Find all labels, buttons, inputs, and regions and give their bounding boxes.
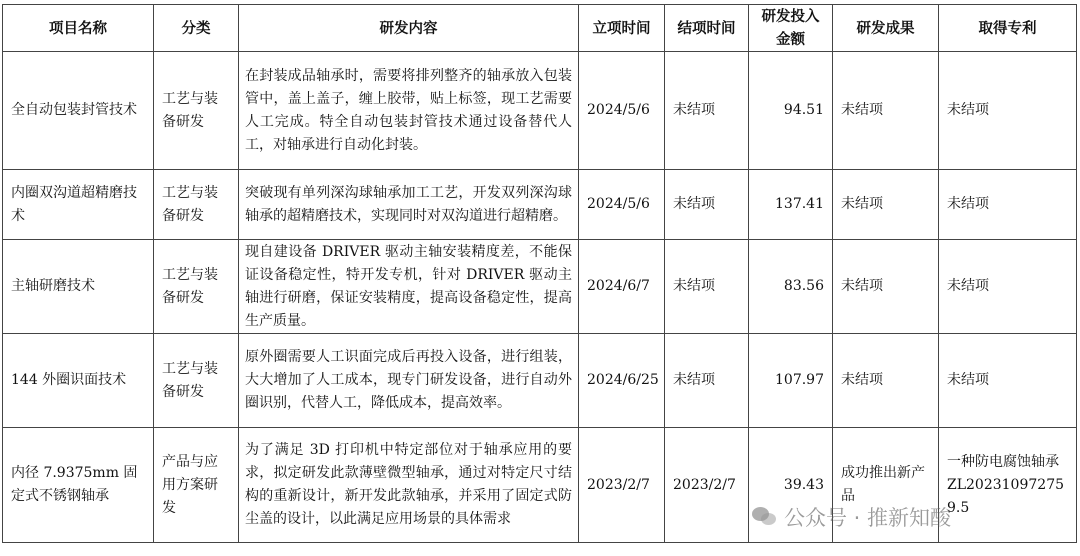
cell-start-date: 2024/6/25 [579, 334, 665, 428]
cell-end-date: 未结项 [665, 170, 749, 240]
header-category: 分类 [154, 5, 239, 52]
cell-project-name: 144 外圈识面技术 [3, 334, 154, 428]
cell-project-name: 全自动包装封管技术 [3, 52, 154, 170]
cell-start-date: 2024/5/6 [579, 170, 665, 240]
cell-patent: 未结项 [939, 170, 1077, 240]
table-row [3, 240, 1077, 334]
header-investment: 研发投入金额 [749, 5, 833, 52]
cell-result: 未结项 [833, 334, 939, 428]
cell-patent: 未结项 [939, 334, 1077, 428]
cell-end-date: 未结项 [665, 334, 749, 428]
cell-investment: 137.41 [749, 170, 833, 240]
cell-patent: 一种防电腐蚀轴承 ZL202310972759.5 [939, 428, 1077, 543]
cell-content: 突破现有单列深沟球轴承加工工艺，开发双列深沟球轴承的超精磨技术，实现同时对双沟道进行超精磨。 [239, 170, 579, 240]
header-project-name: 项目名称 [3, 5, 154, 52]
header-result: 研发成果 [833, 5, 939, 52]
cell-content: 在封装成品轴承时，需要将排列整齐的轴承放入包装管中，盖上盖子，缠上胶带，贴上标签，现工艺需要人工完成。特全自动包装封管技术通过设备替代人工，对轴承进行自动化封装。 [239, 52, 579, 170]
cell-end-date: 2023/2/7 [665, 428, 749, 543]
rd-projects-table [2, 4, 1077, 543]
cell-result: 未结项 [833, 240, 939, 334]
table-row [3, 170, 1077, 240]
cell-start-date: 2023/2/7 [579, 428, 665, 543]
cell-patent: 未结项 [939, 52, 1077, 170]
cell-content: 为了满足 3D 打印机中特定部位对于轴承应用的要求，拟定研发此款薄壁微型轴承，通过对特定尺寸结构的重新设计，新开发此款轴承，并采用了固定式防尘盖的设计，以此满足应用场景的具体需求 [239, 428, 579, 543]
cell-project-name: 主轴研磨技术 [3, 240, 154, 334]
cell-category: 工艺与装备研发 [154, 52, 239, 170]
wechat-icon [752, 505, 778, 529]
cell-investment: 94.51 [749, 52, 833, 170]
table-row [3, 334, 1077, 428]
cell-investment: 83.56 [749, 240, 833, 334]
cell-end-date: 未结项 [665, 240, 749, 334]
watermark-text: 公众号 · 推新知酸 [784, 506, 952, 530]
cell-patent: 未结项 [939, 240, 1077, 334]
header-patent: 取得专利 [939, 5, 1077, 52]
cell-end-date: 未结项 [665, 52, 749, 170]
cell-category: 工艺与装备研发 [154, 334, 239, 428]
cell-project-name: 内圈双沟道超精磨技术 [3, 170, 154, 240]
cell-project-name: 内径 7.9375mm 固定式不锈钢轴承 [3, 428, 154, 543]
cell-content: 原外圈需要人工识面完成后再投入设备，进行组装，大大增加了人工成本，现专门研发设备，进行自动外圈识别，代替人工，降低成本，提高效率。 [239, 334, 579, 428]
cell-result: 未结项 [833, 52, 939, 170]
header-start-date: 立项时间 [579, 5, 665, 52]
header-content: 研发内容 [239, 5, 579, 52]
cell-content: 现自建设备 DRIVER 驱动主轴安装精度差，不能保证设备稳定性，特开发专机，针对 DRIVER 驱动主轴进行研磨，保证安装精度，提高设备稳定性，提高生产质量。 [239, 240, 579, 334]
header-end-date: 结项时间 [665, 5, 749, 52]
table-row [3, 52, 1077, 170]
cell-start-date: 2024/5/6 [579, 52, 665, 170]
cell-category: 工艺与装备研发 [154, 240, 239, 334]
cell-result: 未结项 [833, 170, 939, 240]
watermark [752, 502, 951, 532]
cell-result: 成功推出新产品 [833, 428, 939, 543]
header-row [3, 5, 1077, 52]
cell-start-date: 2024/6/7 [579, 240, 665, 334]
cell-investment: 39.43 [749, 428, 833, 543]
cell-category: 工艺与装备研发 [154, 170, 239, 240]
cell-category: 产品与应用方案研发 [154, 428, 239, 543]
cell-investment: 107.97 [749, 334, 833, 428]
